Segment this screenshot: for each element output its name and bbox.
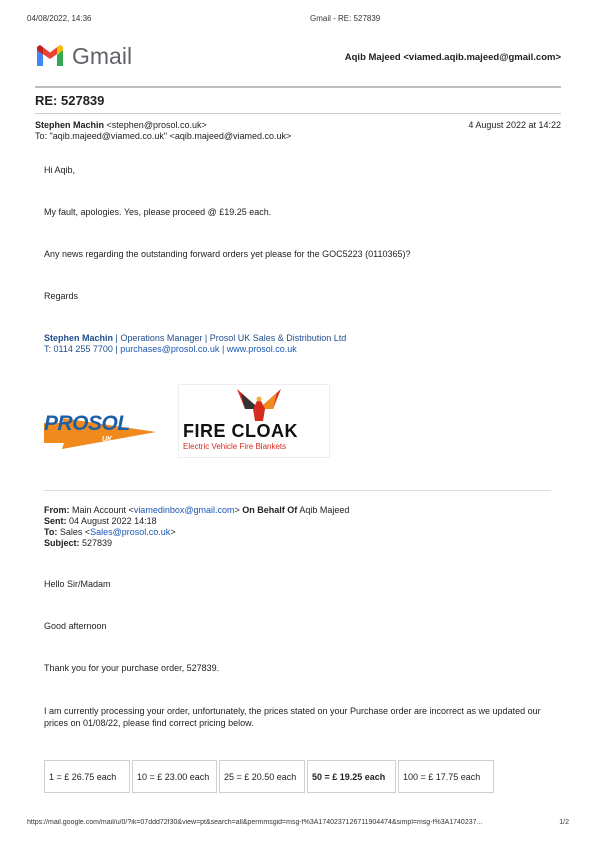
sender-email: <stephen@prosol.co.uk>: [106, 120, 207, 130]
firecloak-text: FIRE CLOAK: [183, 421, 298, 441]
price-cell: 100 = £ 17.75 each: [398, 760, 494, 793]
quoted-sent-label: Sent:: [44, 516, 67, 526]
quoted-subject-label: Subject:: [44, 538, 80, 548]
quoted-to-email-link[interactable]: Sales@prosol.co.uk: [90, 527, 171, 537]
price-cell: 25 = £ 20.50 each: [219, 760, 305, 793]
quoted-from-email-link[interactable]: viamedinbox@gmail.com: [133, 505, 235, 515]
quoted-behalf-label: On Behalf Of: [242, 505, 298, 515]
price-cell: 1 = £ 26.75 each: [44, 760, 130, 793]
quoted-from-label: From:: [44, 505, 70, 515]
quoted-from-name: Main Account <: [72, 505, 134, 515]
quoted-paragraph: Thank you for your purchase order, 527839.: [44, 663, 220, 673]
signature-sep: |: [219, 344, 227, 354]
quoted-subject: [44, 537, 112, 549]
quoted-behalf-name: Aqib Majeed: [299, 505, 350, 515]
print-title: Gmail - RE: 527839: [310, 14, 381, 23]
quoted-paragraph: I am currently processing your order, unfortunately, the prices stated on your Purchase order are incorrect as we updated our prices on 01/08/22, please find correct pricing below.: [44, 706, 541, 728]
signature-phone: T: 0114 255 7700: [44, 344, 113, 354]
subject-divider: [35, 113, 561, 114]
price-cell-selected: 50 = £ 19.25 each: [307, 760, 396, 793]
signature-name: Stephen Machin: [44, 333, 114, 343]
firecloak-logo: [178, 384, 330, 458]
sender-name: Stephen Machin: [35, 120, 105, 130]
quoted-to-label: To:: [44, 527, 58, 537]
body-paragraph: My fault, apologies. Yes, please proceed @ £19.25 each.: [44, 207, 272, 217]
prosol-text: PROSOL: [44, 412, 130, 435]
body-closing: Regards: [44, 291, 79, 301]
prosol-badge: UK: [102, 436, 113, 443]
signature-website-link[interactable]: www.prosol.co.uk: [226, 344, 297, 354]
quoted-to-name: Sales <: [59, 527, 91, 537]
quote-divider: [44, 490, 551, 491]
quoted-sent-value: 04 August 2022 14:18: [69, 516, 157, 526]
signature-sep: |: [113, 333, 121, 343]
quoted-subject-value: 527839: [82, 538, 113, 548]
body-greeting: Hi Aqib,: [44, 165, 76, 175]
header-divider: [35, 86, 561, 88]
message-date: 4 August 2022 at 14:22: [468, 120, 561, 130]
signature-email-link[interactable]: purchases@prosol.co.uk: [120, 344, 220, 354]
price-cell: 10 = £ 23.00 each: [132, 760, 217, 793]
quoted-to-close: >: [170, 527, 176, 537]
email-subject: RE: 527839: [35, 93, 105, 108]
phoenix-icon: [229, 387, 289, 423]
quoted-from-close: >: [234, 505, 240, 515]
quoted-greeting: Hello Sir/Madam: [44, 579, 111, 589]
print-footer-url: https://mail.google.com/mail/u/0/?ik=07ddd72f30&view=pt&search=all&permmsgid=msg-f%3A1740237126711904474&simpl=msg-f%3A1740237...: [27, 819, 483, 826]
gmail-logo-icon: [35, 44, 65, 68]
gmail-brand: Gmail: [72, 43, 133, 69]
account-label: Aqib Majeed <viamed.aqib.majeed@gmail.com>: [344, 52, 561, 63]
print-page-number: 1/2: [559, 819, 569, 826]
signature-role: Operations Manager | Prosol UK Sales & Distribution Ltd: [120, 333, 347, 343]
signature-sep: |: [112, 344, 121, 354]
quoted-paragraph: Good afternoon: [44, 621, 107, 631]
print-datetime: 04/08/2022, 14:36: [27, 14, 92, 23]
signature-line-2: [44, 343, 297, 355]
prosol-logo: [44, 410, 156, 455]
price-table: [42, 758, 496, 795]
table-row: [44, 760, 494, 793]
firecloak-tagline: Electric Vehicle Fire Blankets: [183, 442, 287, 451]
body-paragraph: Any news regarding the outstanding forward orders yet please for the GOC5223 (0110365)?: [44, 249, 411, 259]
message-recipients: To: "aqib.majeed@viamed.co.uk" <aqib.majeed@viamed.co.uk>: [35, 131, 292, 141]
